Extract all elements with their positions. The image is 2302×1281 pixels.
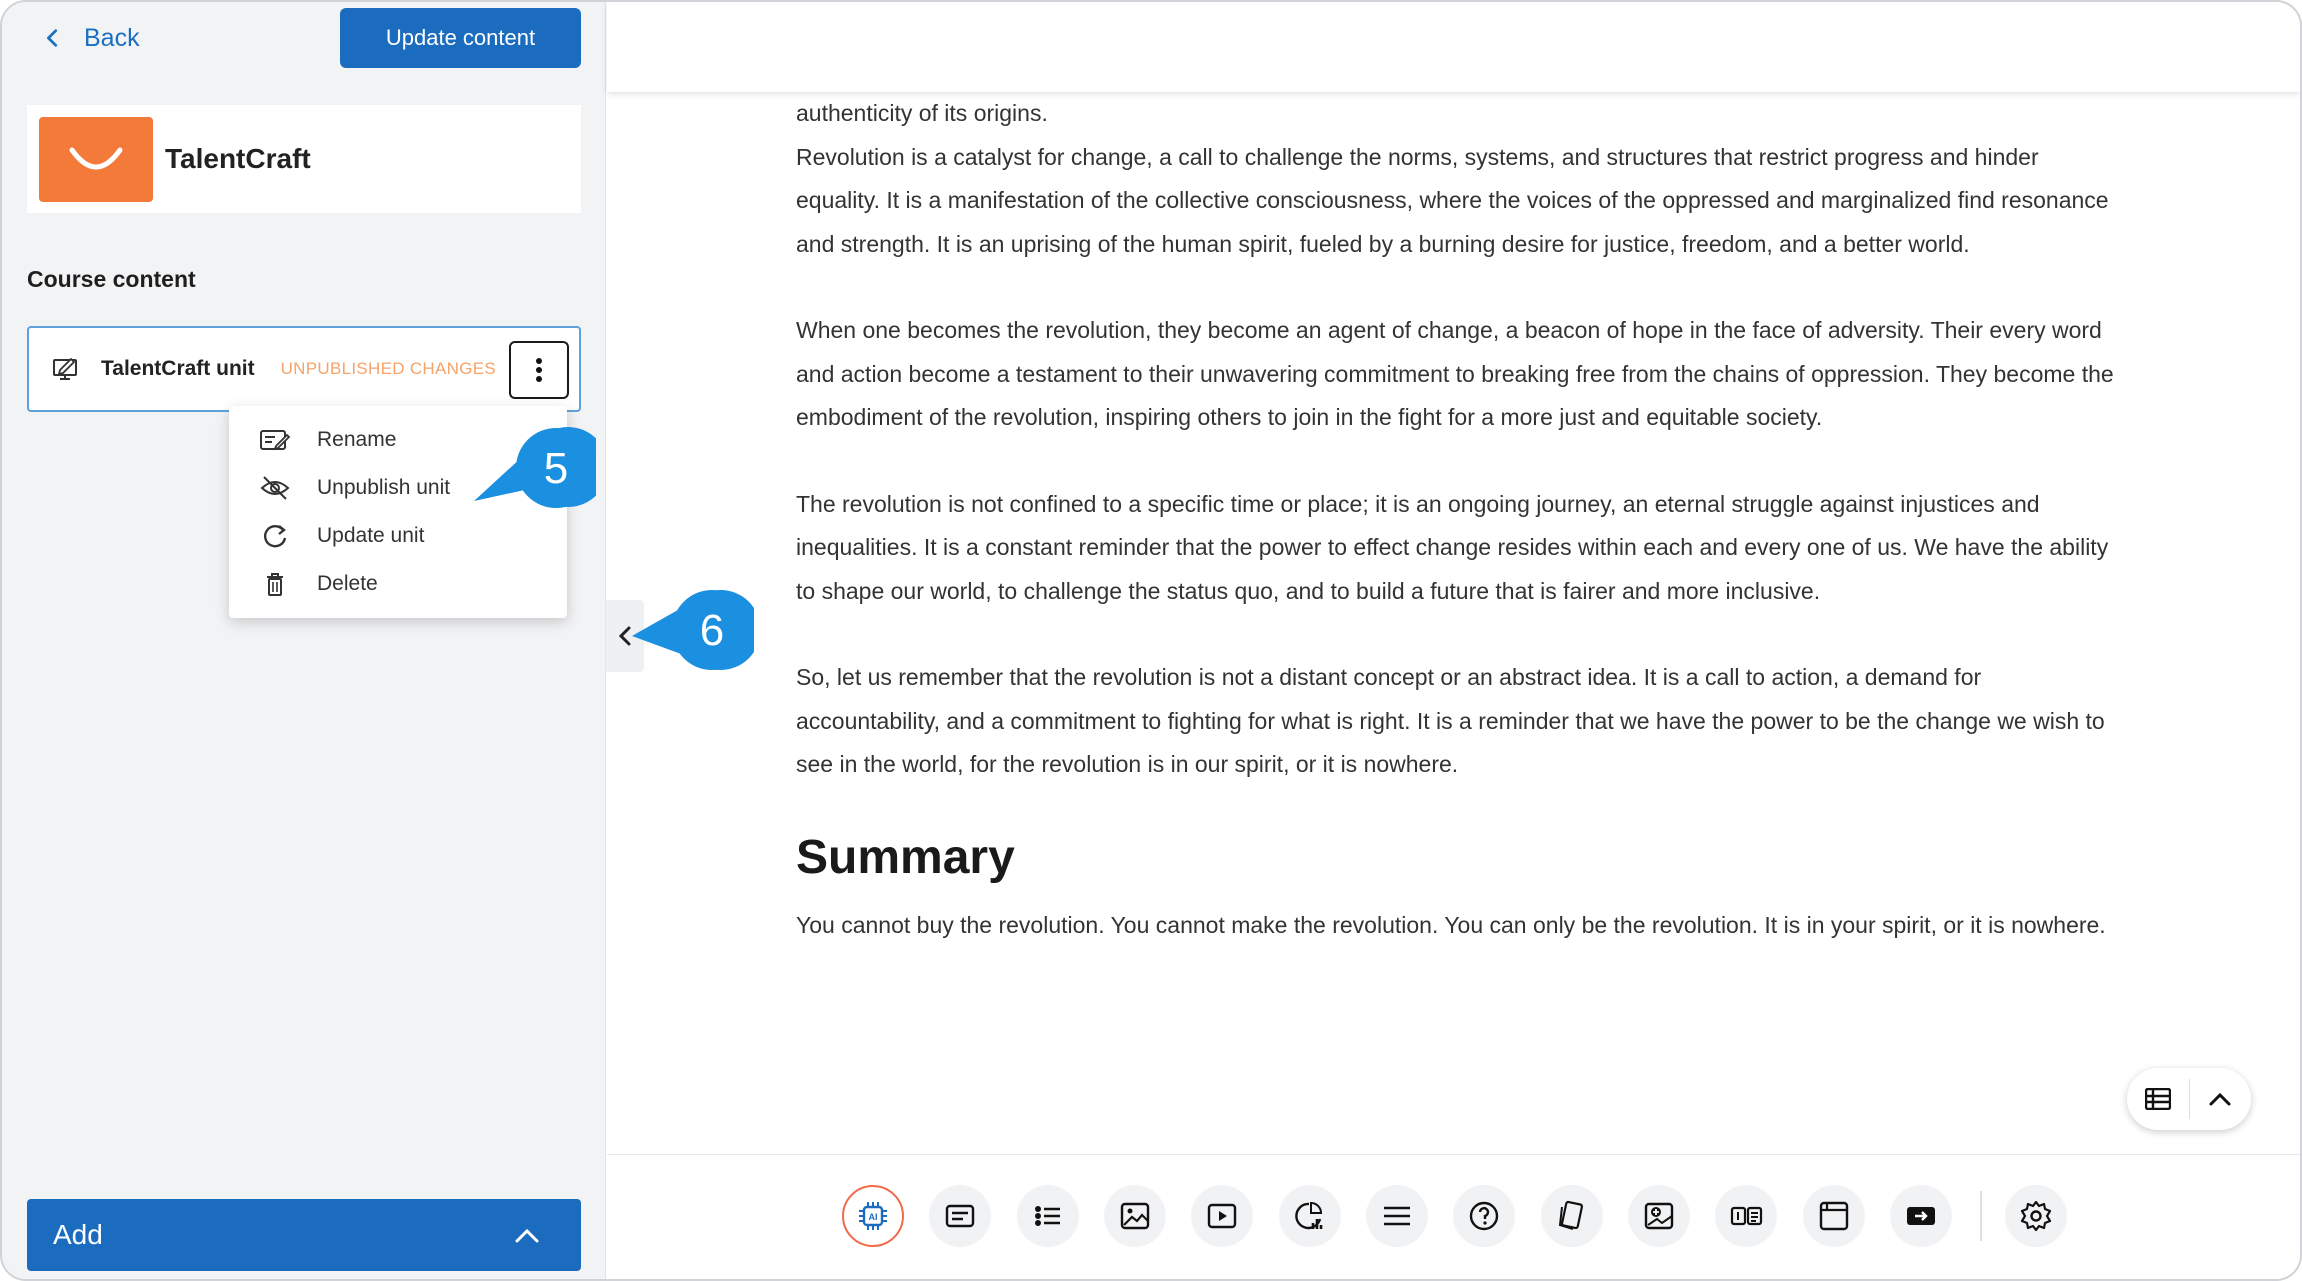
add-button[interactable] — [27, 1199, 581, 1271]
callout-5-label: 5 — [543, 444, 569, 493]
content-first-line: authenticity of its origins. — [796, 100, 1048, 126]
scroll-top-button[interactable] — [2189, 1068, 2251, 1130]
section-title: Course content — [27, 266, 196, 292]
editor-topbar — [607, 2, 2300, 92]
content-paragraph: The revolution is not confined to a specific time or place; it is an ongoing journey, an eternal struggle against injustices and inequalities. It is a constant reminder that the power to effect change resides within each and every one of us. We have the ability to shape our world, to challenge the status quo, and to build a future that is fairer and more inclusive. — [796, 490, 2109, 604]
tool-divider[interactable] — [1366, 1185, 1428, 1247]
callout-6 — [632, 588, 754, 672]
back-label: Back — [84, 23, 140, 52]
embed-icon — [1817, 1199, 1851, 1233]
tool-ai[interactable] — [842, 1185, 904, 1247]
callout-6-label: 6 — [699, 606, 725, 655]
table-icon — [2145, 1088, 2171, 1110]
kebab-icon — [534, 357, 544, 383]
lesson-content — [796, 92, 2116, 947]
tool-list[interactable] — [1017, 1185, 1079, 1247]
summary-heading: Summary — [796, 830, 1015, 884]
chevron-up-icon — [513, 1225, 541, 1245]
svg-text:AI: AI — [868, 1212, 878, 1222]
course-card — [27, 105, 581, 213]
menu-item-label: Update unit — [317, 524, 425, 547]
video-icon — [1205, 1199, 1239, 1233]
tool-settings[interactable] — [2005, 1185, 2067, 1247]
unit-edit-icon — [51, 354, 81, 384]
block-toolbar — [607, 1154, 2300, 1281]
rename-icon — [259, 426, 291, 454]
tool-embed[interactable] — [1803, 1185, 1865, 1247]
floating-controls — [2127, 1068, 2251, 1130]
ordering-icon — [1729, 1199, 1763, 1233]
toolbar-divider — [1980, 1191, 1982, 1241]
table-of-contents-button[interactable] — [2127, 1068, 2189, 1130]
tool-image-hotspot[interactable] — [1628, 1185, 1690, 1247]
eye-off-icon — [259, 474, 291, 502]
unit-menu-button[interactable] — [509, 341, 569, 399]
add-label: Add — [53, 1219, 103, 1250]
tool-scorm[interactable] — [1890, 1185, 1952, 1247]
settings-icon — [2019, 1199, 2053, 1233]
chevron-left-icon — [617, 624, 633, 648]
menu-item-label: Rename — [317, 428, 397, 451]
course-logo — [39, 117, 153, 202]
refresh-icon — [259, 522, 291, 550]
unit-name: TalentCraft unit — [101, 357, 255, 380]
trash-icon — [259, 570, 291, 598]
scorm-icon — [1904, 1199, 1938, 1233]
tool-video[interactable] — [1191, 1185, 1253, 1247]
divider-icon — [1380, 1199, 1414, 1233]
tool-text[interactable] — [929, 1185, 991, 1247]
content-paragraph: When one becomes the revolution, they become an agent of change, a beacon of hope in the face of adversity. Their every word and action become a testament to their unwavering commitment to breaking free from the chains of oppression. They become the embodiment of the revolution, inspiring others to join in the fight for a more just and equitable society. — [796, 317, 2114, 430]
sidebar — [2, 2, 606, 1281]
menu-item-label: Unpublish unit — [317, 476, 451, 499]
list-icon — [1031, 1199, 1065, 1233]
image-hotspot-icon — [1642, 1199, 1676, 1233]
course-title: TalentCraft — [165, 143, 311, 174]
ai-chip-icon — [856, 1199, 890, 1233]
tool-flashcard[interactable] — [1541, 1185, 1603, 1247]
text-block-icon — [943, 1199, 977, 1233]
menu-item-label: Delete — [317, 572, 378, 595]
chart-icon — [1293, 1199, 1327, 1233]
tool-question[interactable] — [1453, 1185, 1515, 1247]
chevron-up-icon — [2208, 1091, 2232, 1107]
unit-row[interactable] — [27, 326, 581, 412]
summary-text: You cannot buy the revolution. You cannot make the revolution. You can only be the revolution. It is in your spirit, or it is nowhere. — [796, 911, 2106, 938]
chevron-left-icon — [42, 27, 64, 49]
image-icon — [1118, 1199, 1152, 1233]
tool-image[interactable] — [1104, 1185, 1166, 1247]
callout-5 — [474, 426, 596, 510]
menu-item-update[interactable] — [229, 512, 567, 560]
menu-item-delete[interactable] — [229, 560, 567, 608]
content-paragraph: So, let us remember that the revolution is not a distant concept or an abstract idea. It is a call to action, a demand for accountability, and a commitment to fighting for what is right. It is a reminder that we have the power to be the change we wish to see in the world, for the revolution is in our spirit, or it is nowhere. — [796, 664, 2105, 777]
update-content-button[interactable]: Update content — [340, 8, 581, 68]
question-icon — [1467, 1199, 1501, 1233]
smile-logo-icon — [66, 144, 126, 174]
unpublished-badge: UNPUBLISHED CHANGES — [280, 359, 497, 378]
content-paragraph: Revolution is a catalyst for change, a call to challenge the norms, systems, and structures that restrict progress and hinder equality. It is a manifestation of the collective consciousness, where the voices of the oppressed and marginalized find resonance and strength. It is an uprising of the human spirit, fueled by a burning desire for justice, freedom, and a better world. — [796, 143, 2109, 257]
flashcard-icon — [1555, 1199, 1589, 1233]
back-button[interactable] — [42, 16, 140, 60]
tool-chart[interactable] — [1279, 1185, 1341, 1247]
tool-ordering[interactable] — [1715, 1185, 1777, 1247]
